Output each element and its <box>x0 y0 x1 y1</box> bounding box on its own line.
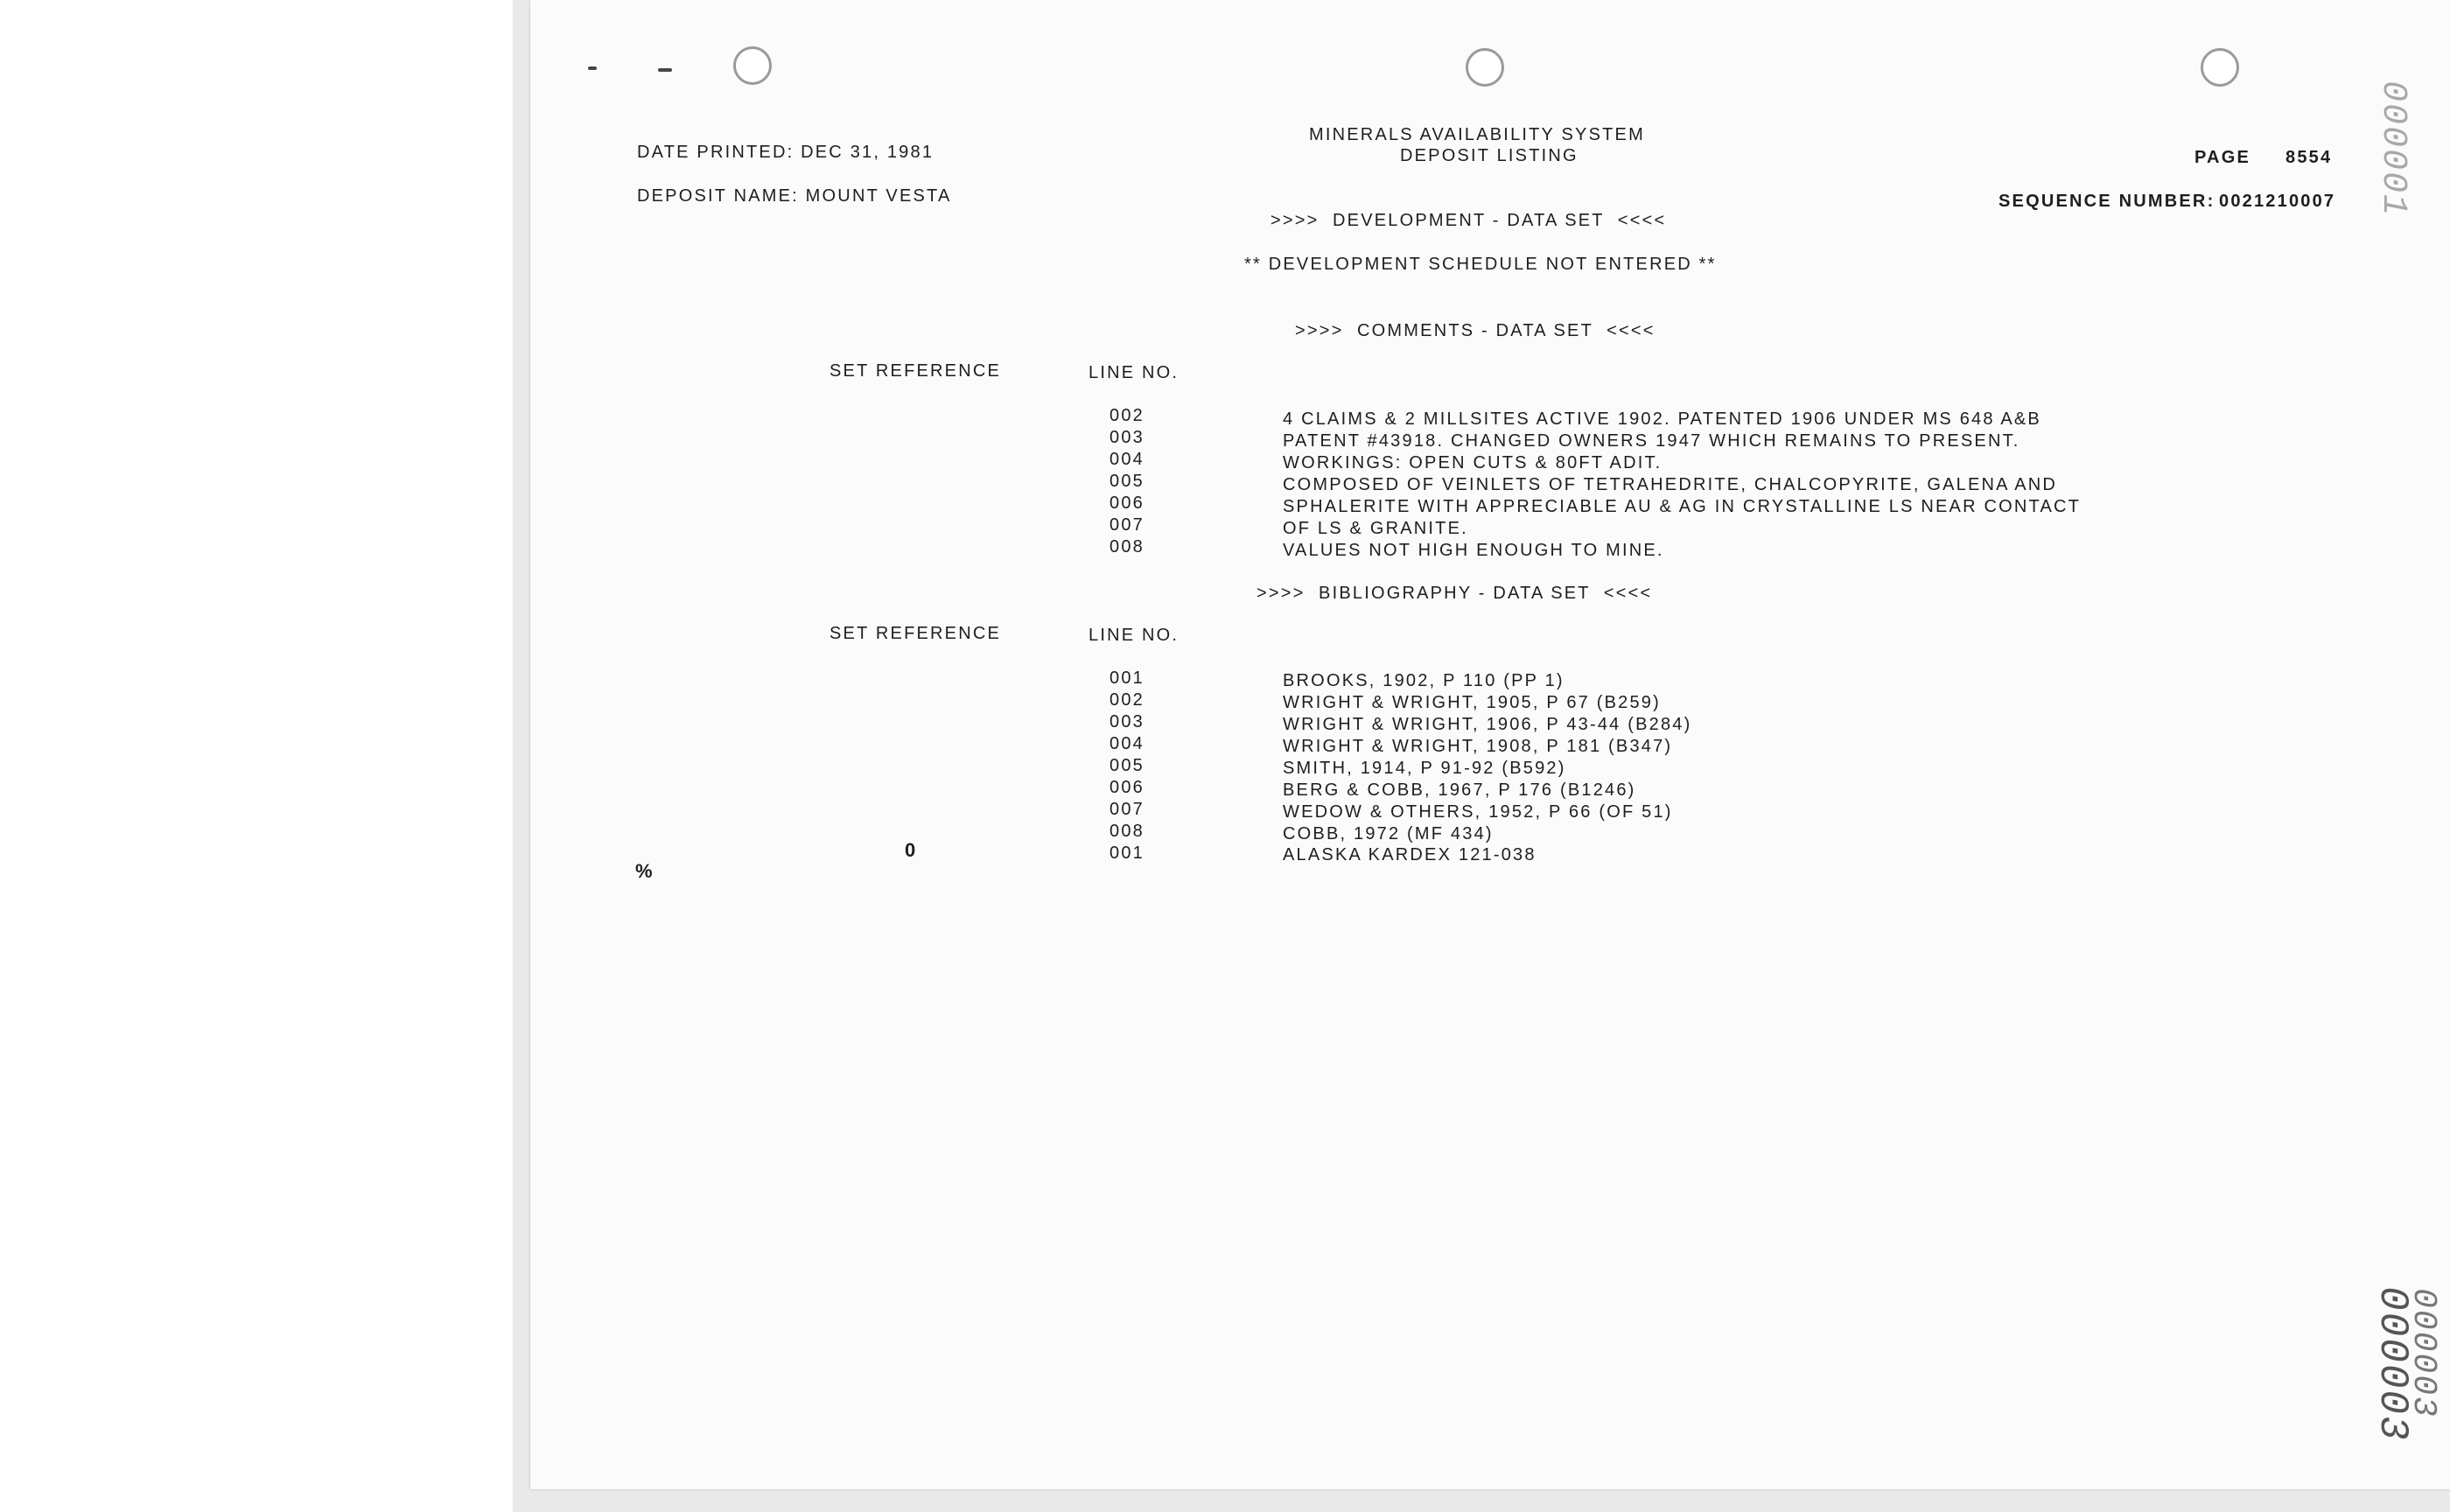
comments-col-set-reference: SET REFERENCE <box>830 361 1002 381</box>
bibliography-text: WEDOW & OTHERS, 1952, P 66 (OF 51) <box>1283 802 1673 822</box>
page-number: 8554 <box>2286 148 2333 167</box>
set-reference-value: 0 <box>905 839 918 861</box>
bibliography-line-no: 008 <box>1110 822 1144 841</box>
bibliography-line-no: 003 <box>1110 712 1144 732</box>
deposit-name: DEPOSIT NAME: MOUNT VESTA <box>637 186 952 206</box>
listing-title: DEPOSIT LISTING <box>1400 146 1578 165</box>
bibliography-line-no: 006 <box>1110 778 1144 797</box>
development-heading: >>>> DEVELOPMENT - DATA SET <<<< <box>1270 211 1667 230</box>
binder-hole-right <box>2201 48 2239 87</box>
bibliography-col-set-reference: SET REFERENCE <box>830 624 1002 643</box>
page-label: PAGE <box>2194 148 2250 167</box>
sequence-label: SEQUENCE NUMBER: <box>1998 192 2216 211</box>
comments-heading: >>>> COMMENTS - DATA SET <<<< <box>1295 321 1656 340</box>
bibliography-text: WRIGHT & WRIGHT, 1905, P 67 (B259) <box>1283 693 1661 712</box>
development-note: ** DEVELOPMENT SCHEDULE NOT ENTERED ** <box>1244 255 1717 274</box>
comments-col-line-no: LINE NO. <box>1088 363 1180 382</box>
comment-line-no: 003 <box>1110 428 1144 447</box>
bibliography-text: COBB, 1972 (MF 434) <box>1283 824 1494 844</box>
comment-text: VALUES NOT HIGH ENOUGH TO MINE. <box>1283 541 1664 560</box>
comment-text: SPHALERITE WITH APPRECIABLE AU & AG IN CRYSTALLINE LS NEAR CONTACT <box>1283 497 2082 516</box>
bibliography-heading: >>>> BIBLIOGRAPHY - DATA SET <<<< <box>1256 584 1653 603</box>
binder-hole-center <box>1466 48 1504 87</box>
date-printed: DATE PRINTED: DEC 31, 1981 <box>637 143 934 162</box>
comment-line-no: 005 <box>1110 472 1144 491</box>
comment-text: 4 CLAIMS & 2 MILLSITES ACTIVE 1902. PATENTED 1906 UNDER MS 648 A&B <box>1283 410 2041 429</box>
comment-text: PATENT #43918. CHANGED OWNERS 1947 WHICH REMAINS TO PRESENT. <box>1283 431 2020 451</box>
bibliography-text: BROOKS, 1902, P 110 (PP 1) <box>1283 671 1564 690</box>
bibliography-line-no: 002 <box>1110 690 1144 710</box>
bibliography-col-line-no: LINE NO. <box>1088 626 1180 645</box>
bibliography-line-no: 001 <box>1110 844 1144 863</box>
margin-code-bottom-outline: 000003 <box>2404 1288 2442 1418</box>
comment-line-no: 004 <box>1110 450 1144 469</box>
margin-code-bottom: 000003 <box>2370 1286 2415 1442</box>
bibliography-text: SMITH, 1914, P 91-92 (B592) <box>1283 759 1566 778</box>
comment-line-no: 006 <box>1110 494 1144 513</box>
system-title: MINERALS AVAILABILITY SYSTEM <box>1309 125 1645 144</box>
comment-line-no: 007 <box>1110 515 1144 535</box>
print-mark <box>658 68 672 72</box>
margin-code-top: 000001 <box>2373 80 2412 218</box>
comment-line-no: 002 <box>1110 406 1144 425</box>
comment-line-no: 008 <box>1110 537 1144 556</box>
footer-mark: % <box>635 860 654 882</box>
bibliography-text: BERG & COBB, 1967, P 176 (B1246) <box>1283 780 1636 800</box>
bibliography-line-no: 001 <box>1110 668 1144 688</box>
comment-text: OF LS & GRANITE. <box>1283 519 1468 538</box>
bibliography-text: WRIGHT & WRIGHT, 1906, P 43-44 (B284) <box>1283 715 1692 734</box>
bibliography-line-no: 007 <box>1110 800 1144 819</box>
comment-text: COMPOSED OF VEINLETS OF TETRAHEDRITE, CHALCOPYRITE, GALENA AND <box>1283 475 2058 494</box>
bibliography-line-no: 004 <box>1110 734 1144 753</box>
bibliography-text: ALASKA KARDEX 121-038 <box>1283 845 1536 864</box>
binder-hole-left <box>733 46 772 85</box>
sequence-number: 0021210007 <box>2219 192 2336 211</box>
print-mark <box>588 66 597 70</box>
bibliography-line-no: 005 <box>1110 756 1144 775</box>
comment-text: WORKINGS: OPEN CUTS & 80FT ADIT. <box>1283 453 1662 472</box>
bibliography-text: WRIGHT & WRIGHT, 1908, P 181 (B347) <box>1283 737 1673 756</box>
